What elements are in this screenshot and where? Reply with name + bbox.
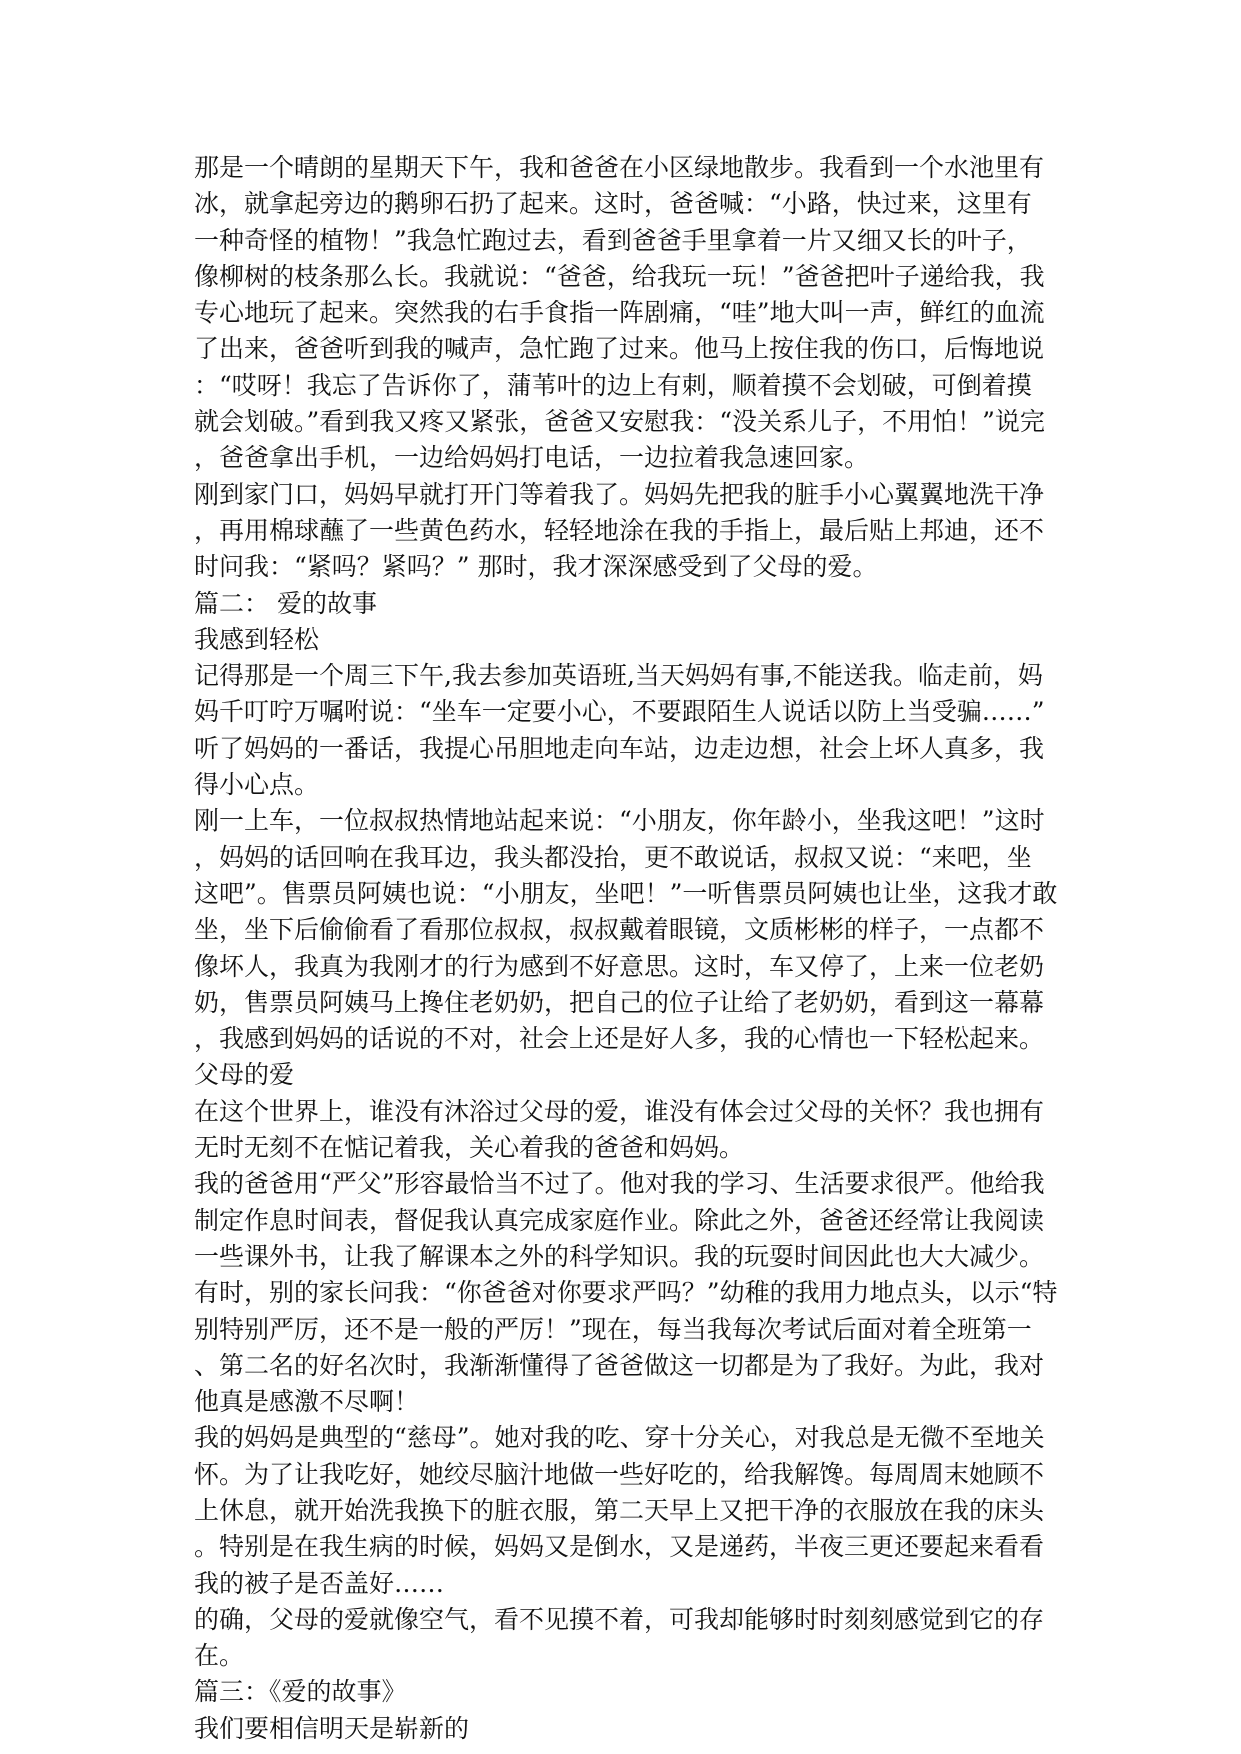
section-heading: 篇三：《爱的故事》 — [194, 1677, 407, 1707]
text-line: 上休息，就开始洗我换下的脏衣服，第二天早上又把干净的衣服放在我的床头 — [194, 1495, 1045, 1525]
text-line: 在。 — [194, 1641, 245, 1671]
text-line: 有时，别的家长问我：“你爸爸对你要求严吗？”幼稚的我用力地点头，以示“特 — [194, 1278, 1058, 1308]
text-line: 一些课外书，让我了解课本之外的科学知识。我的玩耍时间因此也大大减少。 — [194, 1241, 1045, 1271]
text-line: 坐，坐下后偷偷看了看那位叔叔，叔叔戴着眼镜，文质彬彬的样子，一点都不 — [194, 915, 1045, 945]
text-line: 刚一上车，一位叔叔热情地站起来说：“小朋友，你年龄小，坐我这吧！”这时 — [194, 806, 1045, 836]
text-line: 我的爸爸用“严父”形容最恰当不过了。他对我的学习、生活要求很严。他给我 — [194, 1169, 1045, 1199]
text-line: 了出来，爸爸听到我的喊声，急忙跑了过来。他马上按住我的伤口，后悔地说 — [194, 334, 1045, 364]
text-line: ：“哎呀！我忘了告诉你了，蒲苇叶的边上有刺，顺着摸不会划破，可倒着摸 — [194, 370, 1032, 400]
text-line: 。特别是在我生病的时候，妈妈又是倒水，又是递药，半夜三更还要起来看看 — [194, 1532, 1045, 1562]
text-line: 刚到家门口，妈妈早就打开门等着我了。妈妈先把我的脏手小心翼翼地洗干净 — [194, 479, 1045, 509]
text-line: 时问我：“紧吗？紧吗？” 那时，我才深深感受到了父母的爱。 — [194, 552, 878, 582]
text-line: 冰，就拿起旁边的鹅卵石扔了起来。这时，爸爸喊：“小路，快过来，这里有 — [194, 189, 1032, 219]
text-line: 、第二名的好名次时，我渐渐懂得了爸爸做这一切都是为了我好。为此，我对 — [194, 1350, 1045, 1380]
text-line: 就会划破。”看到我又疼又紧张，爸爸又安慰我：“没关系儿子，不用怕！”说完 — [194, 407, 1045, 437]
text-line: ，爸爸拿出手机，一边给妈妈打电话，一边拉着我急速回家。 — [194, 443, 870, 473]
text-line: 在这个世界上，谁没有沐浴过父母的爱，谁没有体会过父母的关怀？我也拥有 — [194, 1096, 1045, 1126]
subheading: 我感到轻松 — [194, 624, 320, 654]
text-line: 妈千叮咛万嘱咐说：“坐车一定要小心，不要跟陌生人说话以防上当受骗……” — [194, 697, 1045, 727]
text-line: 的确，父母的爱就像空气，看不见摸不着，可我却能够时时刻刻感觉到它的存 — [194, 1604, 1045, 1634]
text-line: 无时无刻不在惦记着我，关心着我的爸爸和妈妈。 — [194, 1133, 745, 1163]
section-heading: 篇二： 爱的故事 — [194, 588, 377, 618]
document-body — [194, 150, 1058, 1747]
text-line: 像坏人，我真为我刚才的行为感到不好意思。这时，车又停了，上来一位老奶 — [194, 951, 1045, 981]
text-line: ，再用棉球蘸了一些黄色药水，轻轻地涂在我的手指上，最后贴上邦迪，还不 — [194, 515, 1045, 545]
text-line: 怀。为了让我吃好，她绞尽脑汁地做一些好吃的，给我解馋。每周周末她顾不 — [194, 1459, 1045, 1489]
text-line: 记得那是一个周三下午,我去参加英语班,当天妈妈有事,不能送我。临走前，妈 — [194, 661, 1043, 691]
text-line: 他真是感激不尽啊！ — [194, 1387, 420, 1417]
text-line: 一种奇怪的植物！”我急忙跑过去，看到爸爸手里拿着一片又细又长的叶子， — [194, 225, 1032, 255]
text-line: 得小心点。 — [194, 770, 320, 800]
text-line: 奶，售票员阿姨马上搀住老奶奶，把自己的位子让给了老奶奶，看到这一幕幕 — [194, 987, 1045, 1017]
text-line: 这吧”。售票员阿姨也说：“小朋友，坐吧！”一听售票员阿姨也让坐，这我才敢 — [194, 878, 1058, 908]
text-line: 像柳树的枝条那么长。我就说：“爸爸，给我玩一玩！”爸爸把叶子递给我，我 — [194, 261, 1045, 291]
text-line: 专心地玩了起来。突然我的右手食指一阵剧痛，“哇”地大叫一声，鲜红的血流 — [194, 298, 1045, 328]
subheading: 我们要相信明天是崭新的 — [194, 1713, 470, 1743]
text-line: 我的被子是否盖好…… — [194, 1568, 445, 1598]
text-line: ，妈妈的话回响在我耳边，我头都没抬，更不敢说话，叔叔又说：“来吧，坐 — [194, 842, 1032, 872]
text-line: 制定作息时间表，督促我认真完成家庭作业。除此之外，爸爸还经常让我阅读 — [194, 1205, 1045, 1235]
text-line: 那是一个晴朗的星期天下午，我和爸爸在小区绿地散步。我看到一个水池里有 — [194, 153, 1045, 182]
text-line: 别特别严厉，还不是一般的严厉！”现在，每当我每次考试后面对着全班第一 — [194, 1314, 1032, 1344]
text-line: 我的妈妈是典型的“慈母”。她对我的吃、穿十分关心，对我总是无微不至地关 — [194, 1423, 1045, 1453]
text-line: ，我感到妈妈的话说的不对，社会上还是好人多，我的心情也一下轻松起来。 — [194, 1024, 1045, 1054]
subheading: 父母的爱 — [194, 1060, 295, 1090]
text-line: 听了妈妈的一番话，我提心吊胆地走向车站，边走边想，社会上坏人真多，我 — [194, 733, 1045, 763]
